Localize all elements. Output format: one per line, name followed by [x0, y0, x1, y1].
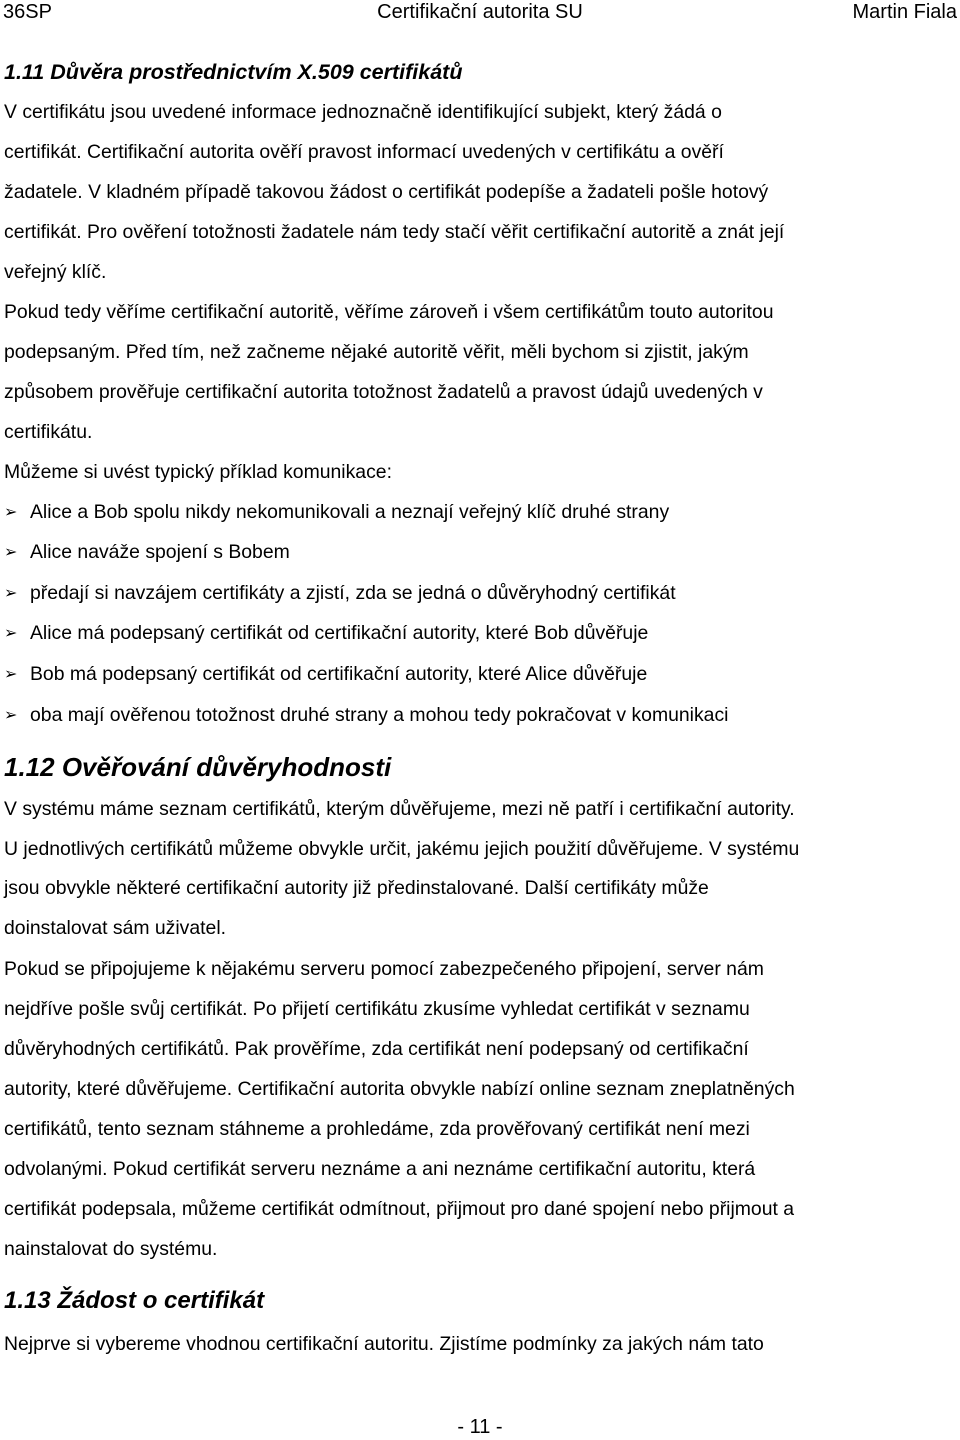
paragraph-line: V certifikátu jsou uvedené informace jednoznačně identifikující subjekt, který žádá o	[4, 101, 722, 123]
paragraph-line: certifikát. Pro ověření totožnosti žadatele nám tedy stačí věřit certifikační autoritě a znát její	[4, 221, 785, 243]
arrow-bullet-icon: ➢	[4, 585, 18, 602]
paragraph-line: nainstalovat do systému.	[4, 1238, 218, 1260]
paragraph-line: autority, které důvěřujeme. Certifikační autorita obvykle nabízí online seznam zneplatněných	[4, 1078, 795, 1100]
paragraph-line: důvěryhodných certifikátů. Pak prověříme, zda certifikát není podepsaný od certifikační	[4, 1038, 749, 1060]
list-item: ➢ Bob má podepsaný certifikát od certifikační autority, které Alice důvěřuje	[4, 663, 648, 685]
paragraph-line: certifikátů, tento seznam stáhneme a prohledáme, zda prověřovaný certifikát není mezi	[4, 1118, 750, 1140]
list-item: ➢ Alice má podepsaný certifikát od certifikační autority, které Bob důvěřuje	[4, 622, 649, 644]
paragraph-line: nejdříve pošle svůj certifikát. Po přijetí certifikátu zkusíme vyhledat certifikát v seznamu	[4, 998, 750, 1020]
header-course-code: 36SP	[3, 1, 52, 23]
paragraph-line: Můžeme si uvést typický příklad komunikace:	[4, 461, 392, 483]
page-header	[0, 0, 960, 30]
paragraph-line: žadatele. V kladném případě takovou žádost o certifikát podepíše a žadateli pošle hotový	[4, 181, 769, 203]
paragraph-line: veřejný klíč.	[4, 261, 107, 283]
paragraph-line: U jednotlivých certifikátů můžeme obvykle určit, jakému jejich použití důvěřujeme. V systému	[4, 838, 800, 860]
paragraph-line: podepsaným. Před tím, než začneme nějaké autoritě věřit, měli bychom si zjistit, jakým	[4, 341, 749, 363]
paragraph-line: odvolanými. Pokud certifikát serveru neznáme a ani neznáme certifikační autoritu, která	[4, 1158, 756, 1180]
section-heading-1-13: 1.13 Žádost o certifikát	[4, 1287, 265, 1314]
paragraph-line: V systému máme seznam certifikátů, kterým důvěřujeme, mezi ně patří i certifikační autority.	[4, 798, 795, 820]
paragraph-line: certifikátu.	[4, 421, 93, 443]
arrow-bullet-icon: ➢	[4, 625, 18, 642]
list-item: ➢ Alice naváže spojení s Bobem	[4, 541, 290, 563]
section-heading-1-12: 1.12 Ověřování důvěryhodnosti	[4, 752, 392, 782]
page-number: - 11 -	[457, 1416, 503, 1438]
paragraph-line: Pokud se připojujeme k nějakému serveru pomocí zabezpečeného připojení, server nám	[4, 958, 764, 980]
arrow-bullet-icon: ➢	[4, 544, 18, 561]
list-item: ➢ Alice a Bob spolu nikdy nekomunikovali a neznají veřejný klíč druhé strany	[4, 501, 670, 523]
paragraph-line: Pokud tedy věříme certifikační autoritě, věříme zároveň i všem certifikátům touto autoritou	[4, 301, 774, 323]
paragraph-line: způsobem prověřuje certifikační autorita totožnost žadatelů a pravost údajů uvedených v	[4, 381, 763, 403]
paragraph-line: doinstalovat sám uživatel.	[4, 917, 227, 939]
paragraph-line: Nejprve si vybereme vhodnou certifikační autoritu. Zjistíme podmínky za jakých nám tato	[4, 1333, 764, 1355]
header-author: Martin Fiala	[852, 1, 957, 23]
header-document-title: Certifikační autorita SU	[377, 1, 583, 23]
section-heading-1-11: 1.11 Důvěra prostřednictvím X.509 certifikátů	[4, 60, 463, 84]
arrow-bullet-icon: ➢	[4, 666, 18, 683]
list-item: ➢ oba mají ověřenou totožnost druhé strany a mohou tedy pokračovat v komunikaci	[4, 704, 729, 726]
arrow-bullet-icon: ➢	[4, 504, 18, 521]
paragraph-line: certifikát. Certifikační autorita ověří pravost informací uvedených v certifikátu a ověří	[4, 141, 724, 163]
paragraph-line: jsou obvykle některé certifikační autority již předinstalované. Další certifikáty může	[4, 877, 709, 899]
paragraph-line: certifikát podepsala, můžeme certifikát odmítnout, přijmout pro dané spojení nebo přijmout a	[4, 1198, 795, 1220]
arrow-bullet-icon: ➢	[4, 707, 18, 724]
list-item: ➢ předají si navzájem certifikáty a zjistí, zda se jedná o důvěryhodný certifikát	[4, 582, 676, 604]
